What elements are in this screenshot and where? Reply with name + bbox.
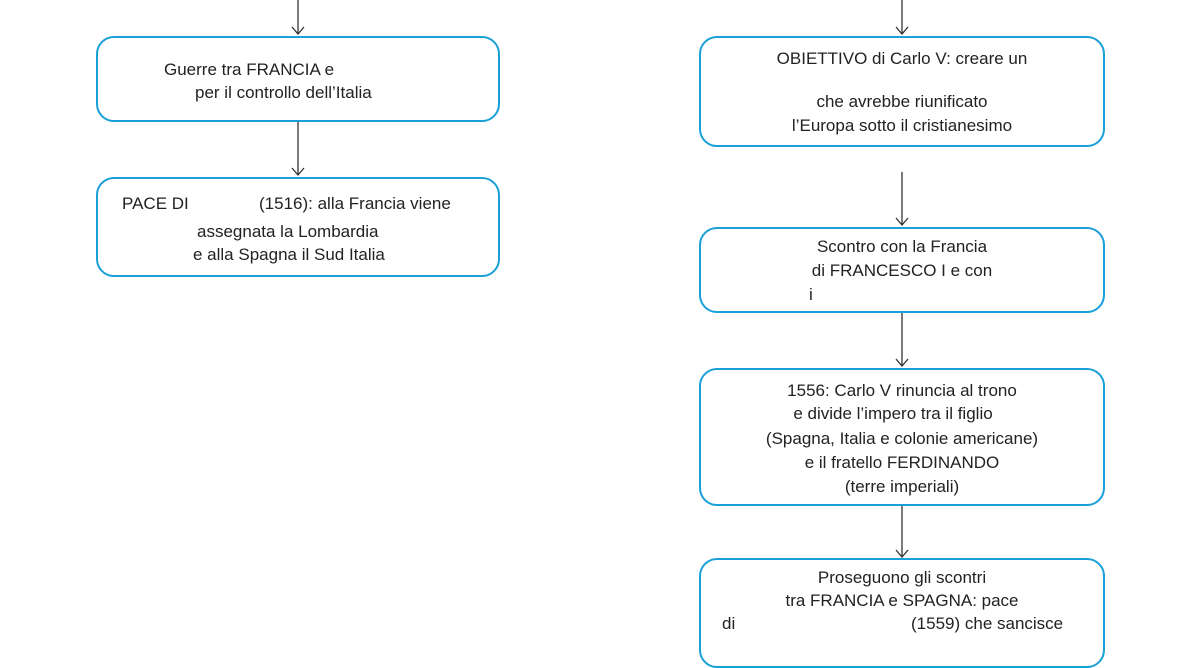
- left-box-wars: [96, 36, 500, 122]
- left-box-wars-line-2: per il controllo dell’Italia: [195, 83, 372, 102]
- right-box-continued-conflicts: [699, 558, 1105, 668]
- arrow-left-top: [292, 0, 304, 34]
- right-box-objective: [699, 36, 1105, 147]
- right-box-conflict-line-2: di FRANCESCO I e con: [811, 261, 993, 280]
- arrow-right-2-to-3: [896, 313, 908, 366]
- left-box-peace-line-3: e alla Spagna il Sud Italia: [193, 245, 385, 264]
- left-box-peace-line-1a: PACE DI: [122, 194, 189, 213]
- right-box-abdication-line-4: e il fratello FERDINANDO: [804, 453, 1000, 472]
- right-box-continued-line-3b: (1559) che sancisce: [911, 614, 1064, 633]
- right-box-abdication-line-5: (terre imperiali): [844, 477, 960, 496]
- arrow-right-3-to-4: [896, 506, 908, 557]
- right-box-objective-line-2: che avrebbe riunificato: [816, 92, 988, 111]
- arrow-right-top: [896, 0, 908, 34]
- right-box-conflict-line-3: i: [809, 285, 813, 304]
- right-box-abdication-line-1: 1556: Carlo V rinuncia al trono: [787, 381, 1017, 400]
- left-box-peace-line-1b: (1516): alla Francia viene: [259, 194, 451, 213]
- right-box-continued-line-1: Proseguono gli scontri: [817, 568, 987, 587]
- right-box-continued-line-2: tra FRANCIA e SPAGNA: pace: [785, 591, 1019, 610]
- right-box-abdication-line-2: e divide l’impero tra il figlio: [793, 404, 993, 423]
- arrow-left-1-to-2: [292, 122, 304, 175]
- left-box-peace: [96, 177, 500, 277]
- left-box-peace-line-2: assegnata la Lombardia: [197, 222, 379, 241]
- right-box-conflict-line-1: Scontro con la Francia: [816, 237, 988, 256]
- right-box-conflict: [699, 227, 1105, 313]
- right-box-continued-line-3a: di: [722, 614, 736, 633]
- arrow-right-1-to-2: [896, 172, 908, 225]
- right-box-abdication: [699, 368, 1105, 506]
- right-box-objective-line-1: OBIETTIVO di Carlo V: creare un: [776, 49, 1028, 68]
- left-box-wars-line-1: Guerre tra FRANCIA e: [164, 60, 335, 79]
- right-box-abdication-line-3: (Spagna, Italia e colonie americane): [765, 429, 1039, 448]
- right-box-objective-line-3: l’Europa sotto il cristianesimo: [791, 116, 1013, 135]
